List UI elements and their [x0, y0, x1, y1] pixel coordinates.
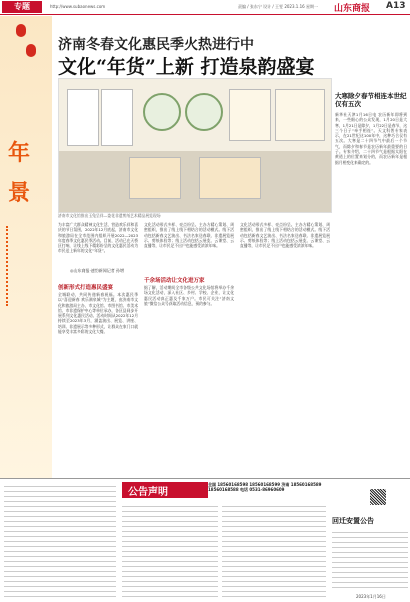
byline: ◎山东商报·速豹新闻记者 孙增: [70, 268, 125, 273]
page-number: A13: [386, 1, 406, 11]
subheading-innovation: 创新形式打造惠民盛宴: [58, 285, 114, 291]
classified-column-1: [4, 482, 116, 598]
return-notice-title: 回迁安置公告: [332, 517, 374, 525]
page-header: [0, 0, 410, 15]
photo-caption: 济南市文化馆推出玉兔呈祥—姿花非遗剪纸艺术精品展览现场: [58, 213, 161, 218]
headline-secondary: 济南冬春文化惠民季火热进行中: [58, 37, 254, 53]
article-column-1: 全城联动，共同传递新春祝福。本次惠民季以“喜迎新春 欢乐满泉城”为主题，由济南市文化和旅游局主办，市文化馆、市图书馆、市美术馆、市非遗保护中心等单位承办，各区县同步开展系列文化惠民活动。活动时间从2022年12月持续至2023年3月，涵盖演出、展览、讲座、培训、非遗展示等多种形式，让群众在家门口就能享受丰富多彩的文化大餐。: [58, 292, 138, 335]
classified-column-3: [222, 502, 326, 598]
decorative-side-banner: [0, 16, 52, 478]
notice-banner-title: 公告声明: [128, 487, 168, 498]
decorative-pattern: [6, 226, 48, 306]
divider: [0, 478, 410, 479]
page-meta: 责编 / 张东宁 设计 / 王雯 2023.1.16 星期一: [238, 4, 318, 9]
qr-code-icon[interactable]: [370, 489, 386, 505]
lantern-icon: [26, 44, 36, 57]
right-article-title: 大寒除夕春节相连本世纪仅有五次: [335, 92, 407, 108]
article-column-2: 文化活动形式多样、亮点纷呈。主办方精心策划、周密组织，推出了线上线下相结合的活动模式。线下活动包括新春文艺演出、书法名家送春联、非遗展览展示、剪纸体验等；线上活动包括云展览、云课堂、云直播等，让市民足不出户也能感受浓浓年味。: [144, 222, 234, 249]
notice-banner: [122, 482, 208, 498]
lead-paragraph: 为丰富广大群众精神文化生活，营造欢乐祥和喜庆的节日氛围，2022年12月底起，济南市文化和旅游局在全市范围内组织开展2022—2023年度春季文化惠民季活动。目前，活动已在天桥区打响，让线上线下精彩纷呈的文化惠民活动为市民送上新年的文化“年货”。: [58, 222, 138, 254]
article-column-3: 据了解，活动期间全市各级公共文化场馆将举办千余场文化活动，深入社区、乡村、学校、企业，让文化惠民活动真正惠及千家万户。市民可关注“济南文旅”微信公众号获取活动信息，预约参与。: [144, 285, 234, 306]
right-article-text: 新华社天津1月16日电 农历新年即将到来，一些细心的公众发现，1月20日是大寒，1月21日是除夕，1月22日是春节，这三个日子“牵手相连”。天文科普专家表示，在21世纪这100年中，这种巧合仅有五次。大寒是二十四节气中最后一个节气，而除夕和春节是农历新年最重要的日子。专家介绍，二十四节气是根据太阳在黄道上的位置来划分的，而农历新年是根据月相变化来确定的。: [335, 112, 407, 165]
side-char-jing: 景: [8, 180, 31, 206]
exhibition-photo: [58, 78, 332, 213]
article-column-4: 文化活动形式多样、亮点纷呈。主办方精心策划、周密组织，推出了线上线下相结合的活动模式。线下活动包括新春文艺演出、书法名家送春联、非遗展览展示、剪纸体验等；线上活动包括云展览、云课堂、云直播等，让市民足不出户也能感受浓浓年味。: [240, 222, 330, 249]
section-tag: 专题: [2, 1, 42, 13]
side-char-nian: 年: [8, 140, 31, 166]
lantern-icon: [16, 24, 26, 37]
return-notice-text: [332, 528, 408, 592]
site-url[interactable]: http://www.subaonews.com: [50, 4, 106, 9]
notice-phones: 全国 18560168598 18560168599 济南 18560168589 18560168588 电话 0531-86960609: [208, 482, 322, 492]
subheading-thousand-events: 千余场活动让文化进万家: [144, 278, 205, 284]
headline-main: 文化“年货”上新 打造泉韵盛宴: [58, 56, 315, 78]
classified-column-2: [122, 502, 218, 598]
newspaper-brand: 山东商报: [334, 4, 371, 14]
notice-date: 2023年1月16日: [356, 594, 386, 599]
